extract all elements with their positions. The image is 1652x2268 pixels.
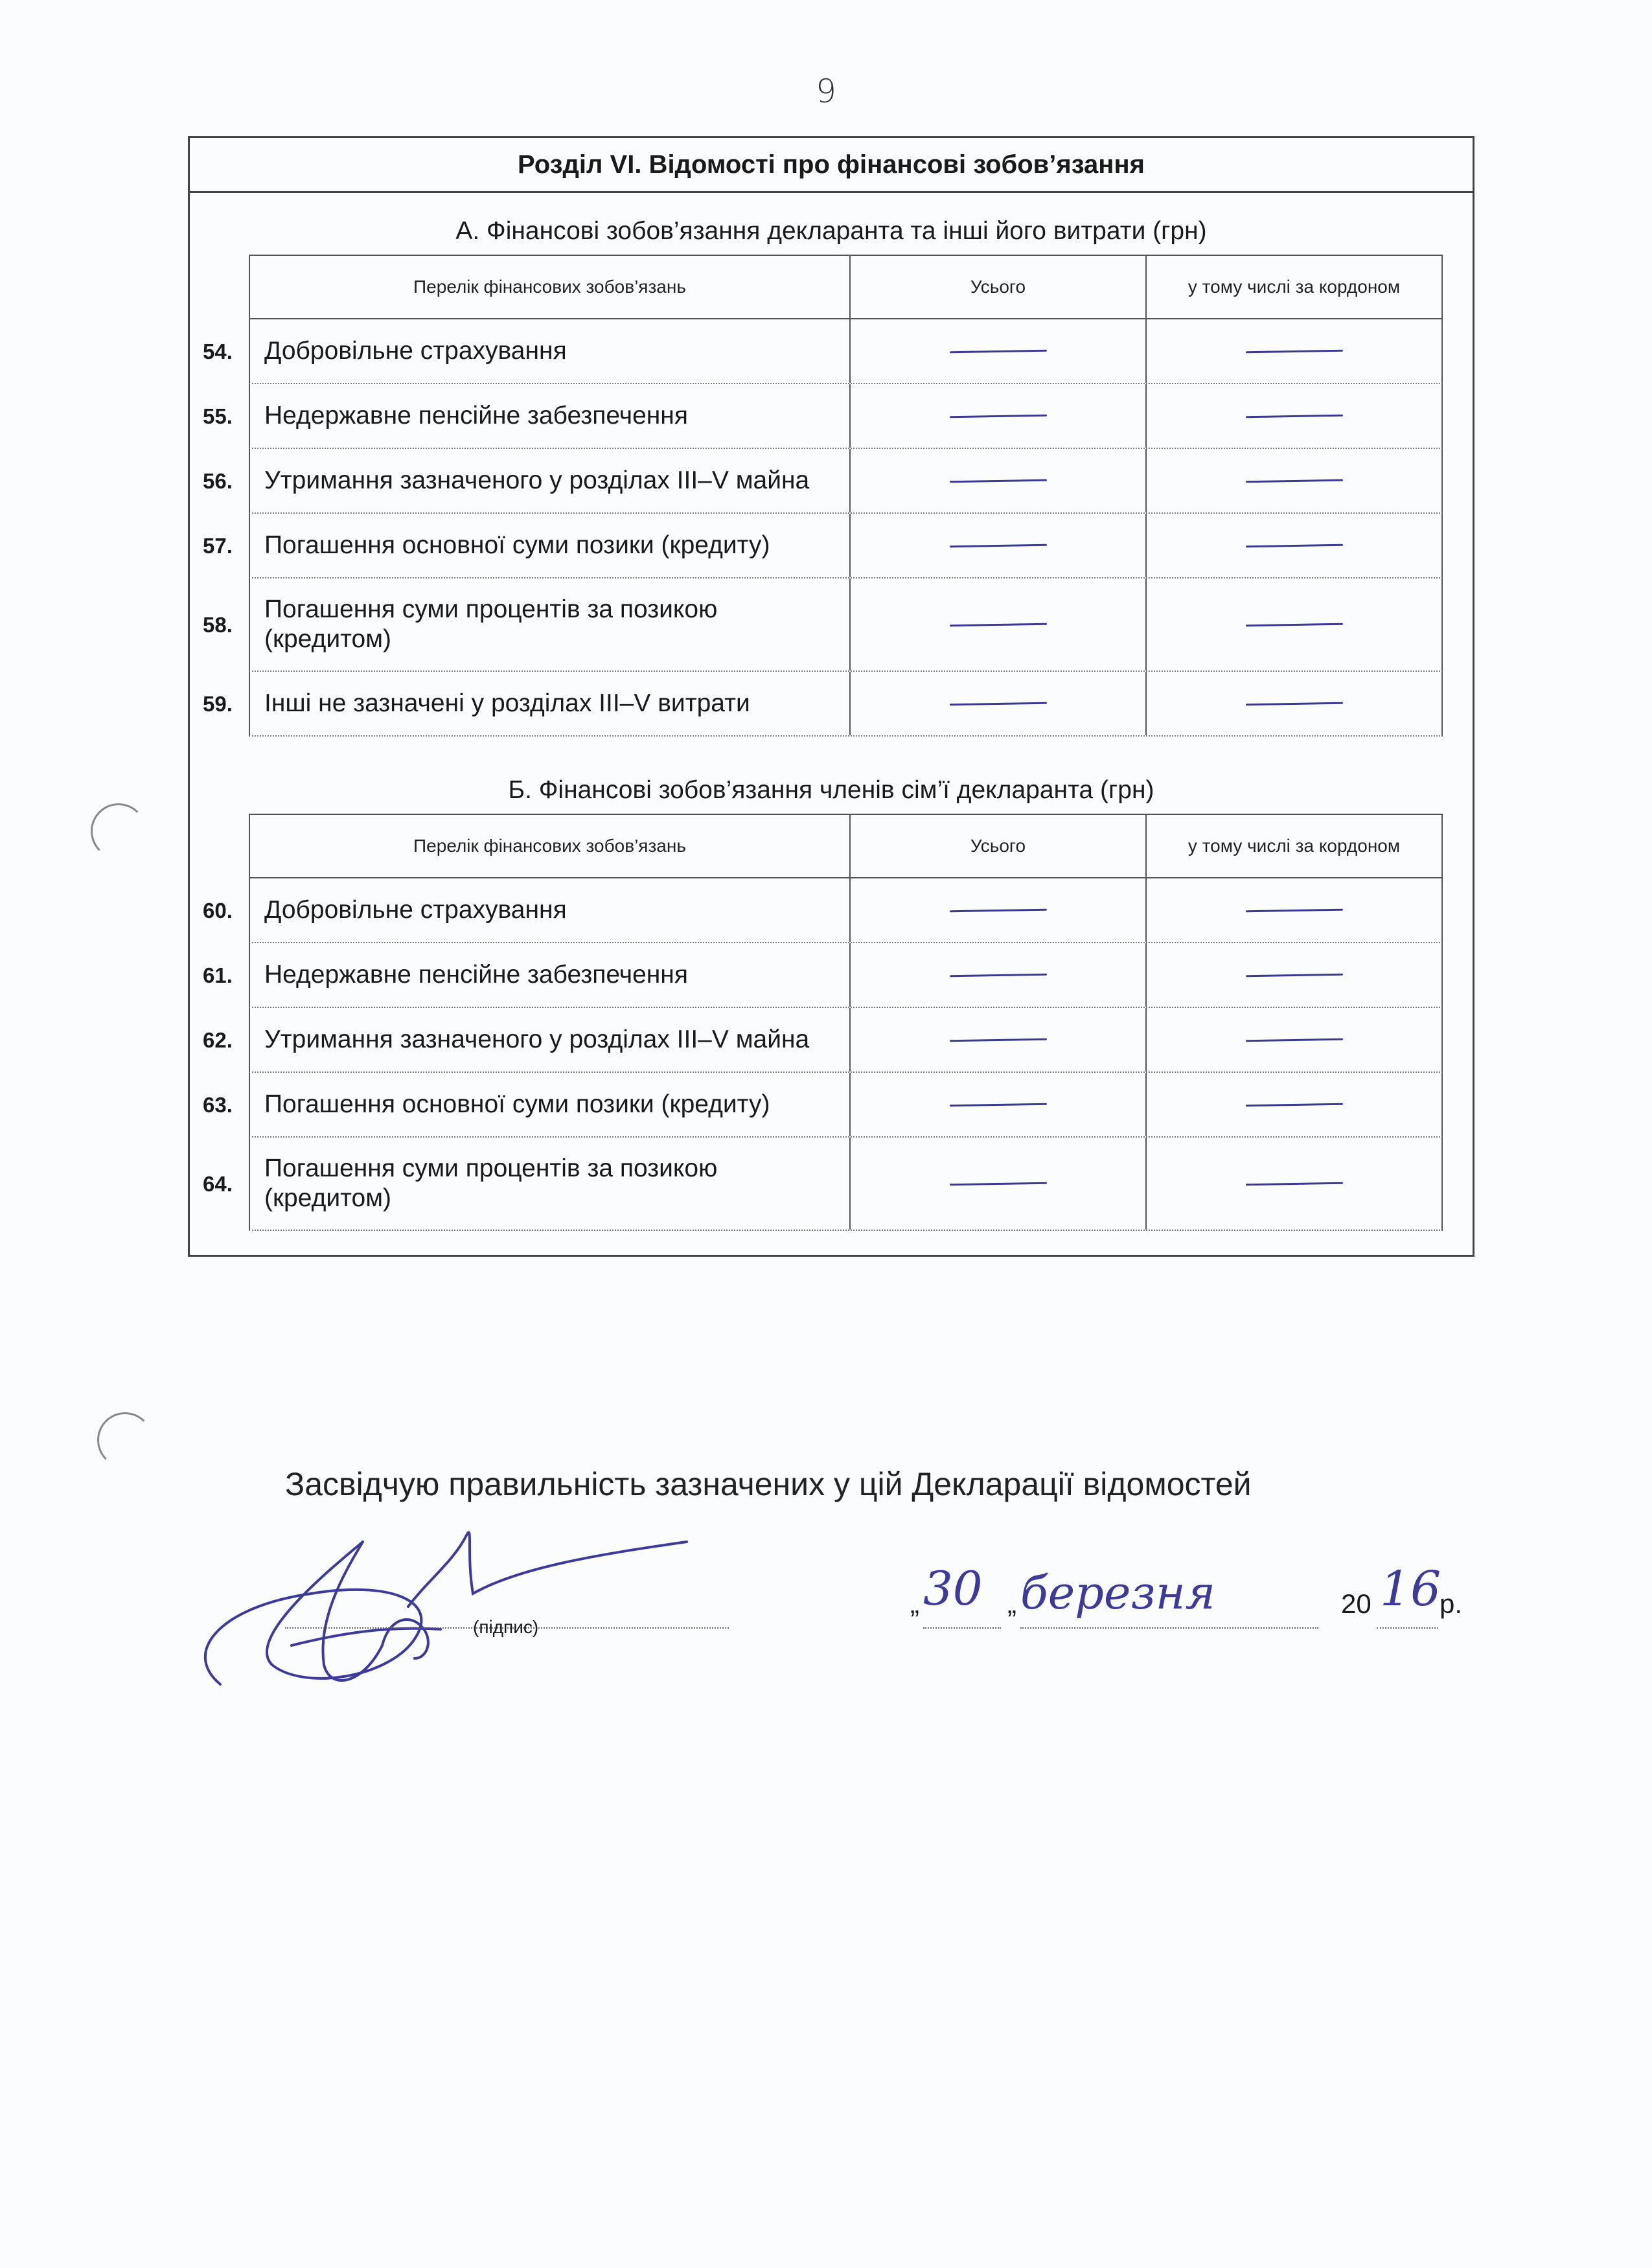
row-number: 56. [203, 469, 233, 493]
date-year-prefix: 20 [1341, 1588, 1371, 1619]
row-number: 64. [203, 1172, 233, 1196]
abroad-value [1145, 384, 1441, 448]
header-total: Усього [849, 256, 1145, 318]
date-month: березня [1020, 1566, 1216, 1620]
row-number: 57. [203, 534, 233, 558]
row-label: Добровільне страхування [264, 896, 567, 924]
row-label: Утримання зазначеного у розділах III–V майна [264, 466, 810, 494]
dash-mark [1245, 908, 1342, 912]
dash-mark [949, 1038, 1046, 1042]
total-value [849, 1073, 1145, 1136]
table-row [190, 1073, 1473, 1138]
dash-mark [949, 973, 1046, 977]
dash-mark [949, 414, 1046, 418]
dash-mark [1245, 1182, 1342, 1186]
total-value [849, 878, 1145, 942]
date-year-unit: р. [1440, 1588, 1463, 1619]
dash-mark [949, 479, 1046, 483]
total-value [849, 1008, 1145, 1071]
row-label: Інші не зазначені у розділах III–V витрати [264, 689, 750, 717]
dash-mark [949, 623, 1046, 626]
total-value [849, 514, 1145, 577]
total-value [849, 1138, 1145, 1230]
row-label: Недержавне пенсійне забезпечення [264, 402, 688, 430]
abroad-value [1145, 1008, 1441, 1071]
table-header [249, 255, 1443, 319]
table-row [190, 384, 1473, 449]
table-row [190, 943, 1473, 1008]
row-number: 54. [203, 339, 233, 363]
part-b-title: Б. Фінансові зобов’язання членів сім’ї декларанта (грн) [508, 776, 1154, 804]
row-label: Погашення основної суми позики (кредиту) [264, 1090, 770, 1118]
dash-mark [1245, 973, 1342, 977]
total-value [849, 319, 1145, 383]
row-label: Добровільне страхування [264, 337, 567, 365]
row-label: Погашення суми процентів за позикою (кредитом) [264, 1154, 718, 1212]
total-value [849, 449, 1145, 512]
header-abroad: у тому числі за кордоном [1145, 815, 1441, 877]
row-number: 62. [203, 1028, 233, 1052]
section-title: Розділ VI. Відомості про фінансові зобов’язання [190, 138, 1473, 193]
dash-mark [1245, 623, 1342, 626]
total-value [849, 943, 1145, 1007]
total-value [849, 384, 1145, 448]
punch-hole [91, 803, 146, 859]
attestation-text: Засвідчую правильність зазначених у цій Декларації відомостей [285, 1466, 1252, 1502]
row-number: 60. [203, 899, 233, 922]
table-row [190, 672, 1473, 737]
table-row [190, 449, 1473, 514]
abroad-value [1145, 578, 1441, 670]
row-label: Погашення основної суми позики (кредиту) [264, 531, 770, 559]
table-row [190, 319, 1473, 384]
date-year-line [1377, 1627, 1438, 1629]
row-number: 59. [203, 692, 233, 716]
header-list: Перелік фінансових зобов’язань [413, 277, 686, 297]
abroad-value [1145, 449, 1441, 512]
abroad-value [1145, 514, 1441, 577]
dash-mark [1245, 1103, 1342, 1106]
dash-mark [1245, 1038, 1342, 1042]
abroad-value [1145, 1138, 1441, 1230]
abroad-value [1145, 878, 1441, 942]
header-abroad: у тому числі за кордоном [1145, 256, 1441, 318]
table-row [190, 1008, 1473, 1073]
punch-hole [97, 1412, 153, 1468]
date-day: 30 [923, 1561, 983, 1616]
row-label: Утримання зазначеного у розділах III–V майна [264, 1025, 810, 1053]
page-number: 9 [816, 73, 836, 110]
dash-mark [949, 1182, 1046, 1186]
table-row [190, 514, 1473, 578]
dash-mark [949, 702, 1046, 705]
row-number: 63. [203, 1093, 233, 1117]
row-number: 61. [203, 963, 233, 987]
table-row [190, 878, 1473, 943]
total-value [849, 578, 1145, 670]
row-label: Погашення суми процентів за позикою (кредитом) [264, 595, 718, 653]
date-open-quote: „ [910, 1588, 919, 1619]
table-header [249, 814, 1443, 878]
date-month-line [1020, 1627, 1318, 1629]
date-day-line [923, 1627, 1001, 1629]
date-year-suffix: 16 [1380, 1561, 1441, 1617]
header-list: Перелік фінансових зобов’язань [413, 836, 686, 856]
signature-caption: (підпис) [473, 1617, 539, 1637]
dash-mark [1245, 702, 1342, 705]
header-total: Усього [849, 815, 1145, 877]
dash-mark [1245, 479, 1342, 483]
dash-mark [1245, 349, 1342, 353]
date-close-quote: „ [1007, 1588, 1016, 1619]
table-row [190, 1138, 1473, 1231]
signature-scribble [194, 1496, 713, 1710]
abroad-value [1145, 943, 1441, 1007]
dash-mark [949, 544, 1046, 547]
dash-mark [949, 349, 1046, 353]
total-value [849, 672, 1145, 735]
row-number: 55. [203, 404, 233, 428]
abroad-value [1145, 319, 1441, 383]
dash-mark [949, 1103, 1046, 1106]
section-vi-box [188, 136, 1474, 1257]
dash-mark [1245, 414, 1342, 418]
abroad-value [1145, 1073, 1441, 1136]
abroad-value [1145, 672, 1441, 735]
part-a-title: А. Фінансові зобов’язання декларанта та інші його витрати (грн) [455, 217, 1207, 245]
row-number: 58. [203, 613, 233, 637]
row-label: Недержавне пенсійне забезпечення [264, 961, 688, 989]
dash-mark [949, 908, 1046, 912]
dash-mark [1245, 544, 1342, 547]
table-row [190, 578, 1473, 672]
